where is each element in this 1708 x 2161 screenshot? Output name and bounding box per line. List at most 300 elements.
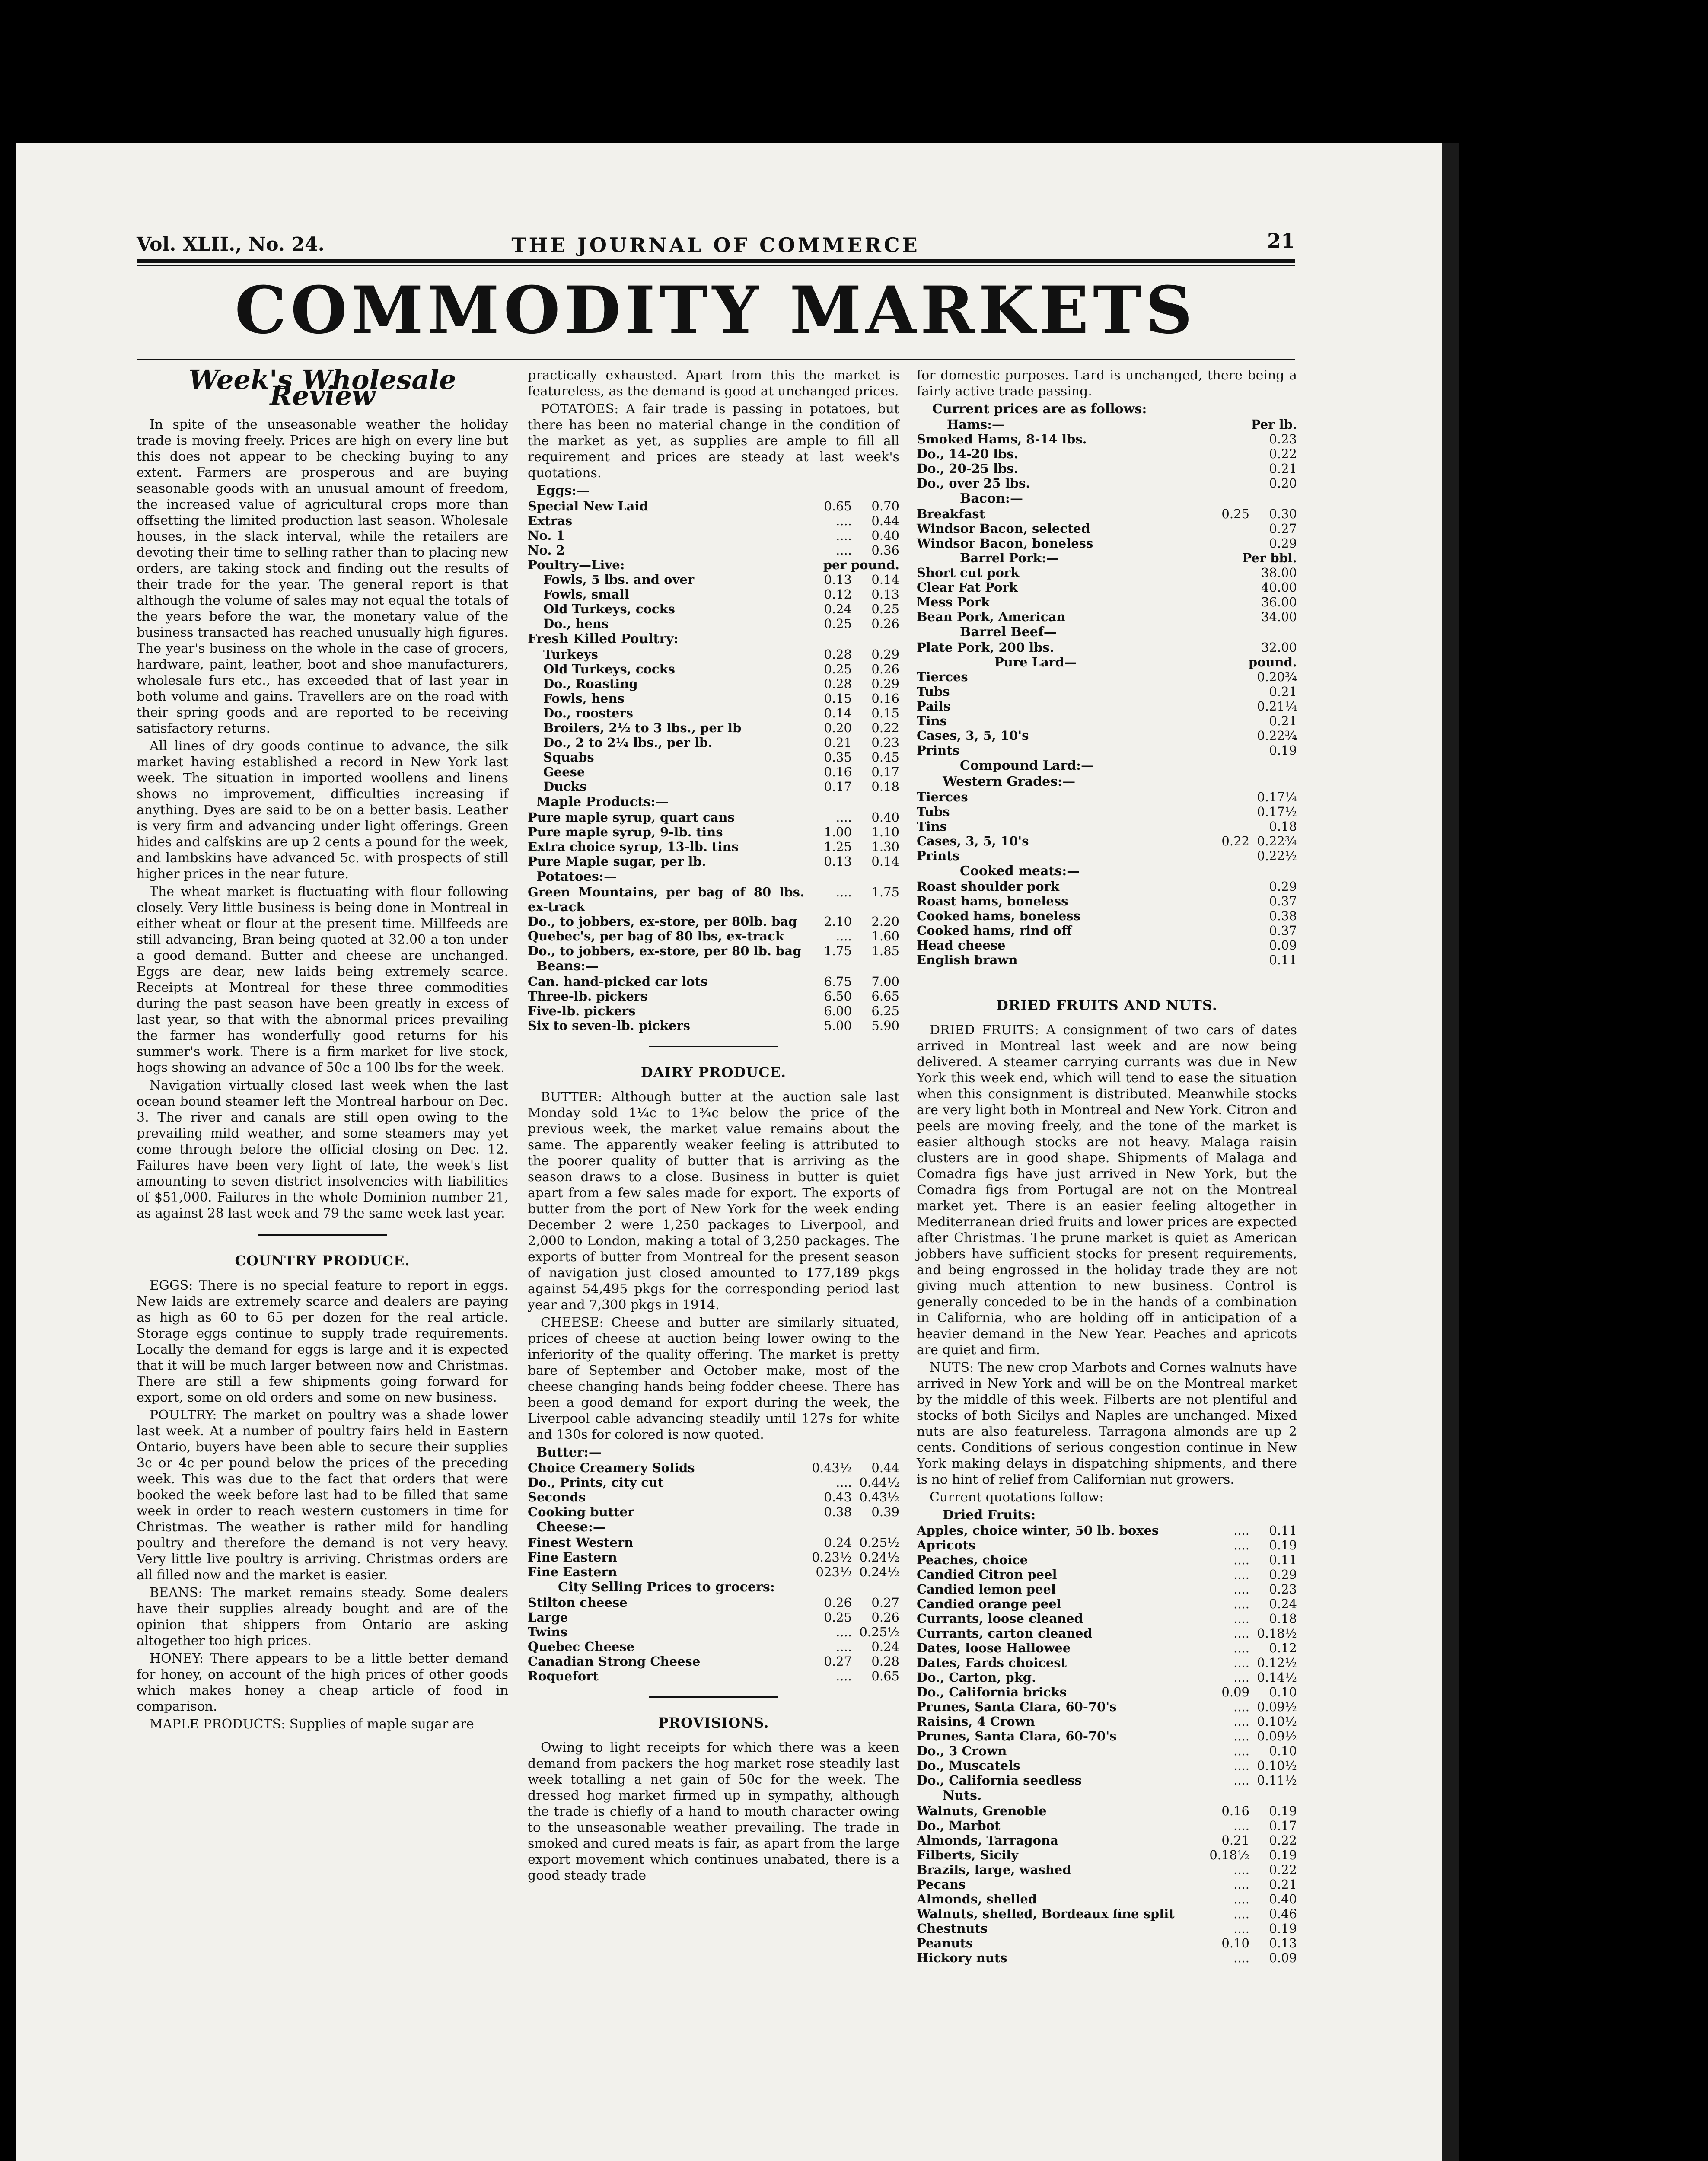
price-table-eggs <box>528 499 899 558</box>
price-high: 5.90 <box>871 1018 899 1033</box>
price-row <box>917 476 1297 491</box>
price-row <box>528 735 899 750</box>
price-high: 0.09 <box>1269 1951 1297 1965</box>
newspaper-name: THE JOURNAL OF COMMERCE <box>511 233 920 257</box>
price-high: 0.18½ <box>1257 1626 1297 1641</box>
price-item: Three-lb. pickers <box>528 989 648 1004</box>
price-item: Prunes, Santa Clara, 60-70's <box>917 1729 1117 1743</box>
text-paragraph: NUTS: The new crop Marbots and Cornes walnuts have arrived in New York and will be on the Montreal market by the middle of this week. Filberts are not plentiful and stocks of both Sicilys and Naples are unchanged. Mixed nuts are also featureless. Tarragona almonds are up 2 cents. Conditions of serious congestion continue in New York making delays in dispatching shipments, and there is no hint of relief from Californian nut growers. <box>917 1360 1297 1487</box>
price-row <box>917 938 1297 953</box>
price-item: Roast hams, boneless <box>917 894 1068 908</box>
price-low: 023½ <box>816 1565 852 1579</box>
price-high: 0.10 <box>1269 1685 1297 1699</box>
price-low <box>1202 714 1249 728</box>
price-item: Windsor Bacon, boneless <box>917 536 1093 551</box>
price-row <box>528 974 899 989</box>
price-item: Prints <box>917 848 959 863</box>
price-item: Do., to jobbers, ex-store, per 80 lb. bag <box>528 943 802 958</box>
price-low <box>1202 432 1249 446</box>
price-table-beans <box>528 974 899 1033</box>
price-row <box>528 572 899 587</box>
price-item: Tubs <box>917 684 950 699</box>
price-low: .... <box>836 1639 852 1654</box>
price-row <box>917 848 1297 863</box>
price-high: 0.21 <box>1269 1877 1297 1892</box>
price-row <box>528 854 899 869</box>
price-heading: Barrel Pork:— <box>960 551 1059 565</box>
price-low: 0.24 <box>824 1535 852 1550</box>
price-row <box>917 1538 1297 1552</box>
price-row <box>917 580 1297 595</box>
price-high: 0.65 <box>871 1669 899 1683</box>
price-item: Geese <box>543 765 585 779</box>
price-low <box>1202 521 1249 536</box>
price-low: .... <box>1233 1714 1249 1729</box>
section-rule <box>649 1046 778 1047</box>
price-high: 0.09 <box>1269 938 1297 953</box>
price-high: 0.29 <box>871 676 899 691</box>
review-paragraph: In spite of the unseasonable weather the holiday trade is moving freely. Prices are high on every line but this does not appear to be checking buying to any extent. Farmers are prosperous and are buying seasonable goods with an unusual amount of freedom, the increased value of agricultural crops more than offsetting the limited production last season. Wholesale houses, in the slack interval, while the retailers are devoting their time to selling rather than to placing new orders, are taking stock and finding out the results of their trade for the year. The general report is that although the volume of sales may not equal the totals of the years before the war, the monetary value of the business transacted has reached unusually high figures. The year's business on the whole in the case of grocers, hardware, paint, leather, boot and shoe manufacturers, wholesale furs etc., has exceeded that of last year in both volume and gains. Travellers are on the road with their spring goods and are reported to be receiving satisfactory returns. <box>137 417 508 736</box>
price-low: 0.10 <box>1221 1936 1249 1951</box>
price-item: Almonds, shelled <box>917 1892 1037 1906</box>
price-high: 0.19 <box>1269 1538 1297 1552</box>
price-low <box>1202 580 1249 595</box>
price-item: Currants, loose cleaned <box>917 1611 1083 1626</box>
price-heading: Bacon:— <box>960 491 1023 506</box>
price-low: 0.25 <box>824 662 852 676</box>
price-row <box>528 1490 899 1504</box>
price-item: Broilers, 2½ to 3 lbs., per lb <box>543 720 742 735</box>
price-item: Tins <box>917 819 947 834</box>
price-row <box>528 885 899 914</box>
price-row <box>917 1641 1297 1655</box>
price-high: 0.13 <box>1269 1936 1297 1951</box>
price-row <box>528 720 899 735</box>
price-high: 2.20 <box>871 914 899 929</box>
price-high: 0.21 <box>1269 684 1297 699</box>
price-high: 0.23 <box>1269 1582 1297 1597</box>
price-low: 0.22 <box>1221 834 1249 848</box>
price-high: 1.60 <box>871 929 899 943</box>
price-high: 34.00 <box>1261 609 1297 624</box>
text-paragraph: DRIED FRUITS: A consignment of two cars of dates arrived in Montreal last week and are now being delivered. A steamer carrying currants was due in New York this week end, which will tend to ease the situation when this consignment is distributed. Meanwhile stocks are very light both in Montreal and New York. Citron and peels are moving freely, and the tone of the market is easier although stocks are not heavy. Malaga raisin clusters are in good shape. Shipments of Malaga and Comadra figs have just arrived in New York, but the Comadra figs from Portugal are not on the Montreal market yet. There is an easier feeling altogether in Mediterranean dried fruits and lower prices are expected after Christmas. The prune market is quiet as American jobbers have sufficient stocks for present requirements, and being engrossed in the holiday trade they are not giving much attention to new business. Control is generally conceded to be in the hands of a combination in California, who are holding off in anticipation of a heavier demand in the New Year. Peaches and apricots are quiet and firm. <box>917 1023 1297 1358</box>
price-heading: Hams:— <box>947 417 1004 432</box>
country-paragraph: HONEY: There appears to be a little better demand for honey, on account of the high prices of other goods which makes honey a cheap article of food in comparison. <box>137 1651 508 1714</box>
price-item: Apricots <box>917 1538 975 1552</box>
price-low <box>1202 923 1249 938</box>
volume-number: Vol. XLII., No. 24. <box>137 233 325 255</box>
price-item: Squabs <box>543 750 594 765</box>
price-row <box>917 743 1297 758</box>
price-row <box>917 521 1297 536</box>
price-item: Fine Eastern <box>528 1565 617 1579</box>
price-high: 0.22 <box>1269 1833 1297 1848</box>
price-row <box>917 1567 1297 1582</box>
price-item: Peanuts <box>917 1936 973 1951</box>
price-low <box>1202 476 1249 491</box>
masthead-rule-thin <box>137 265 1295 266</box>
price-table-pork <box>917 565 1297 624</box>
price-low: 6.50 <box>824 989 852 1004</box>
price-table-poultry <box>528 572 899 631</box>
price-low: .... <box>1233 1670 1249 1685</box>
page-title: COMMODITY MARKETS <box>235 272 1197 348</box>
price-row <box>917 804 1297 819</box>
price-row <box>528 825 899 839</box>
price-high: 0.18 <box>1269 819 1297 834</box>
price-high: 0.29 <box>871 647 899 662</box>
price-low: .... <box>1233 1567 1249 1582</box>
price-low: 0.35 <box>824 750 852 765</box>
price-low: 0.20 <box>824 720 852 735</box>
price-low <box>1202 804 1249 819</box>
price-item: Do., 20-25 lbs. <box>917 461 1018 476</box>
price-low: 0.65 <box>824 499 852 513</box>
price-high: 0.43½ <box>859 1490 899 1504</box>
text-paragraph: for domestic purposes. Lard is unchanged, there being a fairly active trade passing. <box>917 368 1297 399</box>
price-row <box>528 528 899 543</box>
price-high: 0.22 <box>871 720 899 735</box>
price-low: .... <box>1233 1611 1249 1626</box>
price-high: 0.21 <box>1269 461 1297 476</box>
price-item: Dates, Fards choicest <box>917 1655 1067 1670</box>
price-low: 6.75 <box>824 974 852 989</box>
price-row <box>917 536 1297 551</box>
price-row <box>917 1685 1297 1699</box>
price-row <box>917 728 1297 743</box>
price-row <box>528 543 899 558</box>
text-paragraph: BUTTER: Although butter at the auction sale last Monday sold 1¼c to 1¾c below the price of the previous week, the market value remains about the same. The apparently weaker feeling is attributed to the poorer quality of butter that is arriving as the season draws to a close. Business in butter is quiet apart from a few sales made for export. The exports of butter from the port of New York for the week ending December 2 were 1,250 packages to Liverpool, and 2,000 to London, making a total of 3,250 packages. The exports of butter from Montreal for the present season of navigation just closed amounted to 177,189 pkgs against 54,495 pkgs for the corresponding period last year and 7,300 pkgs in 1914. <box>528 1090 899 1313</box>
price-row <box>528 839 899 854</box>
price-low: 0.28 <box>824 676 852 691</box>
price-row <box>917 507 1297 521</box>
price-high: 0.17 <box>871 765 899 779</box>
price-header-row-table <box>917 655 1297 669</box>
price-low: 0.15 <box>824 691 852 706</box>
price-high: 0.27 <box>871 1595 899 1610</box>
price-low: .... <box>1233 1951 1249 1965</box>
price-row <box>528 1565 899 1579</box>
price-item: Tubs <box>917 804 950 819</box>
price-item: Do., hens <box>543 616 609 631</box>
price-high: 0.40 <box>871 528 899 543</box>
price-high: 40.00 <box>1261 580 1297 595</box>
masthead <box>137 229 1295 259</box>
price-row <box>917 1892 1297 1906</box>
price-high: 0.20 <box>1269 476 1297 491</box>
review-heading: Week's Wholesale Review <box>188 364 456 411</box>
price-row <box>528 779 899 794</box>
price-row <box>528 691 899 706</box>
price-low: .... <box>1233 1921 1249 1936</box>
price-high: 0.36 <box>871 543 899 558</box>
price-low <box>1202 894 1249 908</box>
price-item: Turkeys <box>543 647 599 662</box>
price-item: Fowls, 5 lbs. and over <box>543 572 695 587</box>
price-high: 0.37 <box>1269 894 1297 908</box>
price-low: .... <box>1233 1699 1249 1714</box>
price-item: Large <box>528 1610 568 1625</box>
price-unit: Per lb. <box>1251 417 1297 432</box>
price-item: Plate Pork, 200 lbs. <box>917 640 1054 655</box>
column-2 <box>528 367 899 1885</box>
price-row <box>528 765 899 779</box>
price-low <box>1202 595 1249 609</box>
price-low: .... <box>836 1625 852 1639</box>
price-row <box>917 923 1297 938</box>
price-high: 0.18 <box>871 779 899 794</box>
price-unit: pound. <box>1248 655 1297 669</box>
price-item: Walnuts, shelled, Bordeaux fine split <box>917 1906 1175 1921</box>
price-item: Extra choice syrup, 13-lb. tins <box>528 839 739 854</box>
price-item: Quebec Cheese <box>528 1639 635 1654</box>
price-low: .... <box>1233 1818 1249 1833</box>
price-low: 0.25 <box>824 1610 852 1625</box>
price-low: .... <box>1233 1862 1249 1877</box>
price-table-maple <box>528 810 899 869</box>
price-low: 6.00 <box>824 1004 852 1018</box>
price-item: No. 1 <box>528 528 565 543</box>
price-row <box>917 1848 1297 1862</box>
price-row <box>917 684 1297 699</box>
price-item: Almonds, Tarragona <box>917 1833 1058 1848</box>
section-heading-country-produce: COUNTRY PRODUCE. <box>235 1253 410 1269</box>
text-paragraph: CHEESE: Cheese and butter are similarly situated, prices of cheese at auction being lower owing to the inferiority of the quality offering. The market is pretty bare of September and October make, most of the cheese changing hands being fodder cheese. There has been a good demand for export during the week, the Liverpool cable advancing steadily until 127s for white and 130s for colored is now quoted. <box>528 1315 899 1442</box>
price-high: 0.44 <box>871 513 899 528</box>
price-unit: per pound. <box>823 558 899 572</box>
text-paragraph: practically exhausted. Apart from this the market is featureless, as the demand is good at unchanged prices. <box>528 368 899 399</box>
price-low: .... <box>1233 1523 1249 1538</box>
price-high: 0.44½ <box>859 1475 899 1490</box>
price-low <box>1202 908 1249 923</box>
price-item: Chestnuts <box>917 1921 988 1936</box>
price-item: Old Turkeys, cocks <box>543 602 675 616</box>
price-high: 1.30 <box>871 839 899 854</box>
price-item: Fowls, small <box>543 587 629 602</box>
price-low <box>1202 699 1249 714</box>
price-table-bacon <box>917 507 1297 551</box>
price-high: 6.25 <box>871 1004 899 1018</box>
price-item: Fowls, hens <box>543 691 625 706</box>
price-high: 0.19 <box>1269 1804 1297 1818</box>
price-low: 5.00 <box>824 1018 852 1033</box>
price-row <box>917 1582 1297 1597</box>
price-item: Pails <box>917 699 951 714</box>
price-row <box>917 1906 1297 1921</box>
price-item: Head cheese <box>917 938 1006 953</box>
price-row <box>917 1804 1297 1818</box>
price-item: Cooked hams, rind off <box>917 923 1072 938</box>
price-item: Five-lb. pickers <box>528 1004 636 1018</box>
price-low: 2.10 <box>824 914 852 929</box>
price-heading: Potatoes:— <box>536 869 617 884</box>
price-table-killed <box>528 647 899 794</box>
price-low: 0.43 <box>824 1490 852 1504</box>
price-high: 0.30 <box>1269 507 1297 521</box>
section-rule <box>258 1234 387 1236</box>
price-low: 0.17 <box>824 779 852 794</box>
price-low: .... <box>836 929 852 943</box>
price-row <box>917 1552 1297 1567</box>
price-low: 0.23½ <box>812 1550 852 1565</box>
price-high: 0.29 <box>1269 536 1297 551</box>
newspaper-page <box>16 143 1442 2161</box>
price-high: 0.25 <box>871 602 899 616</box>
price-unit: Per bbl. <box>1242 551 1297 565</box>
price-low: 0.21 <box>824 735 852 750</box>
price-low: .... <box>836 528 852 543</box>
price-header-row-table <box>917 417 1297 432</box>
price-item: Six to seven-lb. pickers <box>528 1018 690 1033</box>
price-item: Choice Creamery Solids <box>528 1460 695 1475</box>
price-heading: Pure Lard— <box>994 655 1077 669</box>
price-row <box>917 1773 1297 1788</box>
price-item: Can. hand-picked car lots <box>528 974 708 989</box>
price-item: Special New Laid <box>528 499 648 513</box>
price-row <box>917 461 1297 476</box>
price-row <box>917 1936 1297 1951</box>
price-item: Windsor Bacon, selected <box>917 521 1090 536</box>
price-high: 0.40 <box>1269 1892 1297 1906</box>
price-high: 0.13 <box>871 587 899 602</box>
price-item: Peaches, choice <box>917 1552 1028 1567</box>
price-low <box>1202 684 1249 699</box>
price-item: Cases, 3, 5, 10's <box>917 728 1029 743</box>
price-row <box>528 1639 899 1654</box>
price-item: Do., to jobbers, ex-store, per 80lb. bag <box>528 914 797 929</box>
price-heading: Beans:— <box>536 959 599 974</box>
price-high: 0.24 <box>1269 1597 1297 1611</box>
price-row <box>917 894 1297 908</box>
price-low <box>1202 938 1249 953</box>
price-high: 0.10 <box>1269 1743 1297 1758</box>
price-low: 0.18½ <box>1209 1848 1249 1862</box>
price-row <box>917 432 1297 446</box>
price-high: 0.24½ <box>859 1565 899 1579</box>
price-low: .... <box>1233 1597 1249 1611</box>
price-high: 36.00 <box>1261 595 1297 609</box>
price-low <box>1202 669 1249 684</box>
price-high: 0.44 <box>871 1460 899 1475</box>
price-low: .... <box>1233 1729 1249 1743</box>
price-table-fruits <box>917 1523 1297 1788</box>
price-header-row-table <box>528 558 899 572</box>
price-item: Ducks <box>543 779 587 794</box>
price-row <box>917 1818 1297 1833</box>
price-row <box>917 595 1297 609</box>
price-low: 0.38 <box>824 1504 852 1519</box>
price-table-lard <box>917 669 1297 758</box>
country-paragraph: BEANS: The market remains steady. Some dealers have their supplies already bought and are of the opinion that shippers from Ontario are asking altogether too high prices. <box>137 1585 508 1648</box>
price-low <box>1202 790 1249 804</box>
price-item: Pure Maple sugar, per lb. <box>528 854 706 869</box>
price-row <box>528 499 899 513</box>
price-row <box>917 953 1297 967</box>
price-item: Candied orange peel <box>917 1597 1061 1611</box>
price-item: Clear Fat Pork <box>917 580 1018 595</box>
price-high: 0.15 <box>871 706 899 720</box>
price-row <box>917 1921 1297 1936</box>
price-low: 0.27 <box>824 1654 852 1669</box>
price-item: Old Turkeys, cocks <box>543 662 675 676</box>
page-edge-shadow <box>1442 143 1459 2161</box>
price-high: 0.29 <box>1269 1567 1297 1582</box>
price-row <box>917 1743 1297 1758</box>
price-item: Do., Marbot <box>917 1818 1001 1833</box>
price-low: 0.09 <box>1221 1685 1249 1699</box>
review-paragraph: The wheat market is fluctuating with flour following closely. Very little business is being done in Montreal in either wheat or flour at the present time. Millfeeds are still advancing, Bran being quoted at 32.00 a ton under a good demand. Butter and cheese are unchanged. Eggs are dear, new laids being extremely scarce. Receipts at Montreal for these three commodities during the past season have been greatly in excess of last year, so that with the abnormal prices prevailing the farmer has wonderfully good returns for his summer's work. There is a firm market for live stock, hogs showing an advance of 50c a 100 lbs for the week. <box>137 884 508 1075</box>
price-row <box>528 587 899 602</box>
price-item: Cases, 3, 5, 10's <box>917 834 1029 848</box>
price-high: 0.16 <box>871 691 899 706</box>
price-row <box>528 662 899 676</box>
price-high: 0.20¾ <box>1257 669 1297 684</box>
text-paragraph: Current quotations follow: <box>930 1490 1104 1505</box>
price-row <box>917 1951 1297 1965</box>
price-item: Candied Citron peel <box>917 1567 1057 1582</box>
review-paragraph: All lines of dry goods continue to advance, the silk market having established a record in New York last week. The situation in imported woollens and linens shows no improvement, difficulties increasing if anything. Dyes are said to be on a better basis. Leather is very firm and advancing under light offerings. Green hides and calfskins are up 2 cents a pound for the week, and lambskins have advanced 5c. with prospects of still higher prices in the near future. <box>137 739 508 882</box>
price-high: 0.27 <box>1269 521 1297 536</box>
price-row <box>917 1523 1297 1538</box>
price-high: 0.46 <box>1269 1906 1297 1921</box>
section-rule <box>649 1696 778 1698</box>
price-item: Tierces <box>917 790 968 804</box>
price-high: 0.38 <box>1269 908 1297 923</box>
price-heading: Western Grades:— <box>943 774 1076 789</box>
price-high: 0.25½ <box>859 1625 899 1639</box>
price-high: 6.65 <box>871 989 899 1004</box>
price-low: 0.21 <box>1221 1833 1249 1848</box>
price-row <box>528 914 899 929</box>
price-low: .... <box>1233 1552 1249 1567</box>
price-table-beef <box>917 640 1297 655</box>
price-high: 32.00 <box>1261 640 1297 655</box>
price-table-nuts <box>917 1804 1297 1965</box>
price-high: 0.11 <box>1269 1523 1297 1538</box>
price-low: .... <box>836 885 852 899</box>
price-high: 0.28 <box>871 1654 899 1669</box>
price-row <box>917 1597 1297 1611</box>
price-low: 0.26 <box>824 1595 852 1610</box>
price-table-compound <box>917 790 1297 863</box>
price-item: Prints <box>917 743 959 758</box>
price-high: 0.19 <box>1269 743 1297 758</box>
country-paragraph: POULTRY: The market on poultry was a shade lower last week. At a number of poultry fairs held in Eastern Ontario, buyers have been able to secure their supplies 3c or 4c per pound below the prices of the preceding week. This was due to the fact that orders that were booked the week before last had to be filled that same week in order to reach western customers in time for Christmas. The weather is rather mild for handling poultry and therefore the demand is not very heavy. Very little live poultry is arriving. Christmas orders are all filled now and the market is easier. <box>137 1408 508 1583</box>
price-heading: Fresh Killed Poultry: <box>528 631 679 647</box>
price-high: 0.23 <box>871 735 899 750</box>
price-item: Smoked Hams, 8-14 lbs. <box>917 432 1087 446</box>
price-low: .... <box>836 810 852 825</box>
section-heading-dairy: DAIRY PRODUCE. <box>640 1064 787 1080</box>
country-paragraph: EGGS: There is no special feature to report in eggs. New laids are extremely scarce and dealers are paying as high as 60 to 65 per dozen for the real article. Storage eggs continue to supply trade requirements. Locally the demand for eggs is large and it is expected that it will be much larger between now and Christmas. There are still a few shipments going forward for export, some on old orders and some on new business. <box>137 1278 508 1405</box>
price-row <box>528 989 899 1004</box>
price-item: Mess Pork <box>917 595 990 609</box>
price-high: 0.14 <box>871 854 899 869</box>
price-heading: Cheese:— <box>536 1520 606 1535</box>
price-high: 0.26 <box>871 662 899 676</box>
price-high: 0.21¼ <box>1257 699 1297 714</box>
price-item: Tierces <box>917 669 968 684</box>
price-item: Canadian Strong Cheese <box>528 1654 701 1669</box>
price-item: Apples, choice winter, 50 lb. boxes <box>917 1523 1159 1538</box>
price-row <box>528 943 899 958</box>
price-heading: Butter:— <box>536 1445 602 1460</box>
price-intro: Current prices are as follows: <box>932 402 1147 417</box>
price-item: Candied lemon peel <box>917 1582 1056 1597</box>
price-table-butter <box>528 1460 899 1519</box>
price-low: 0.13 <box>824 854 852 869</box>
price-row <box>917 669 1297 684</box>
